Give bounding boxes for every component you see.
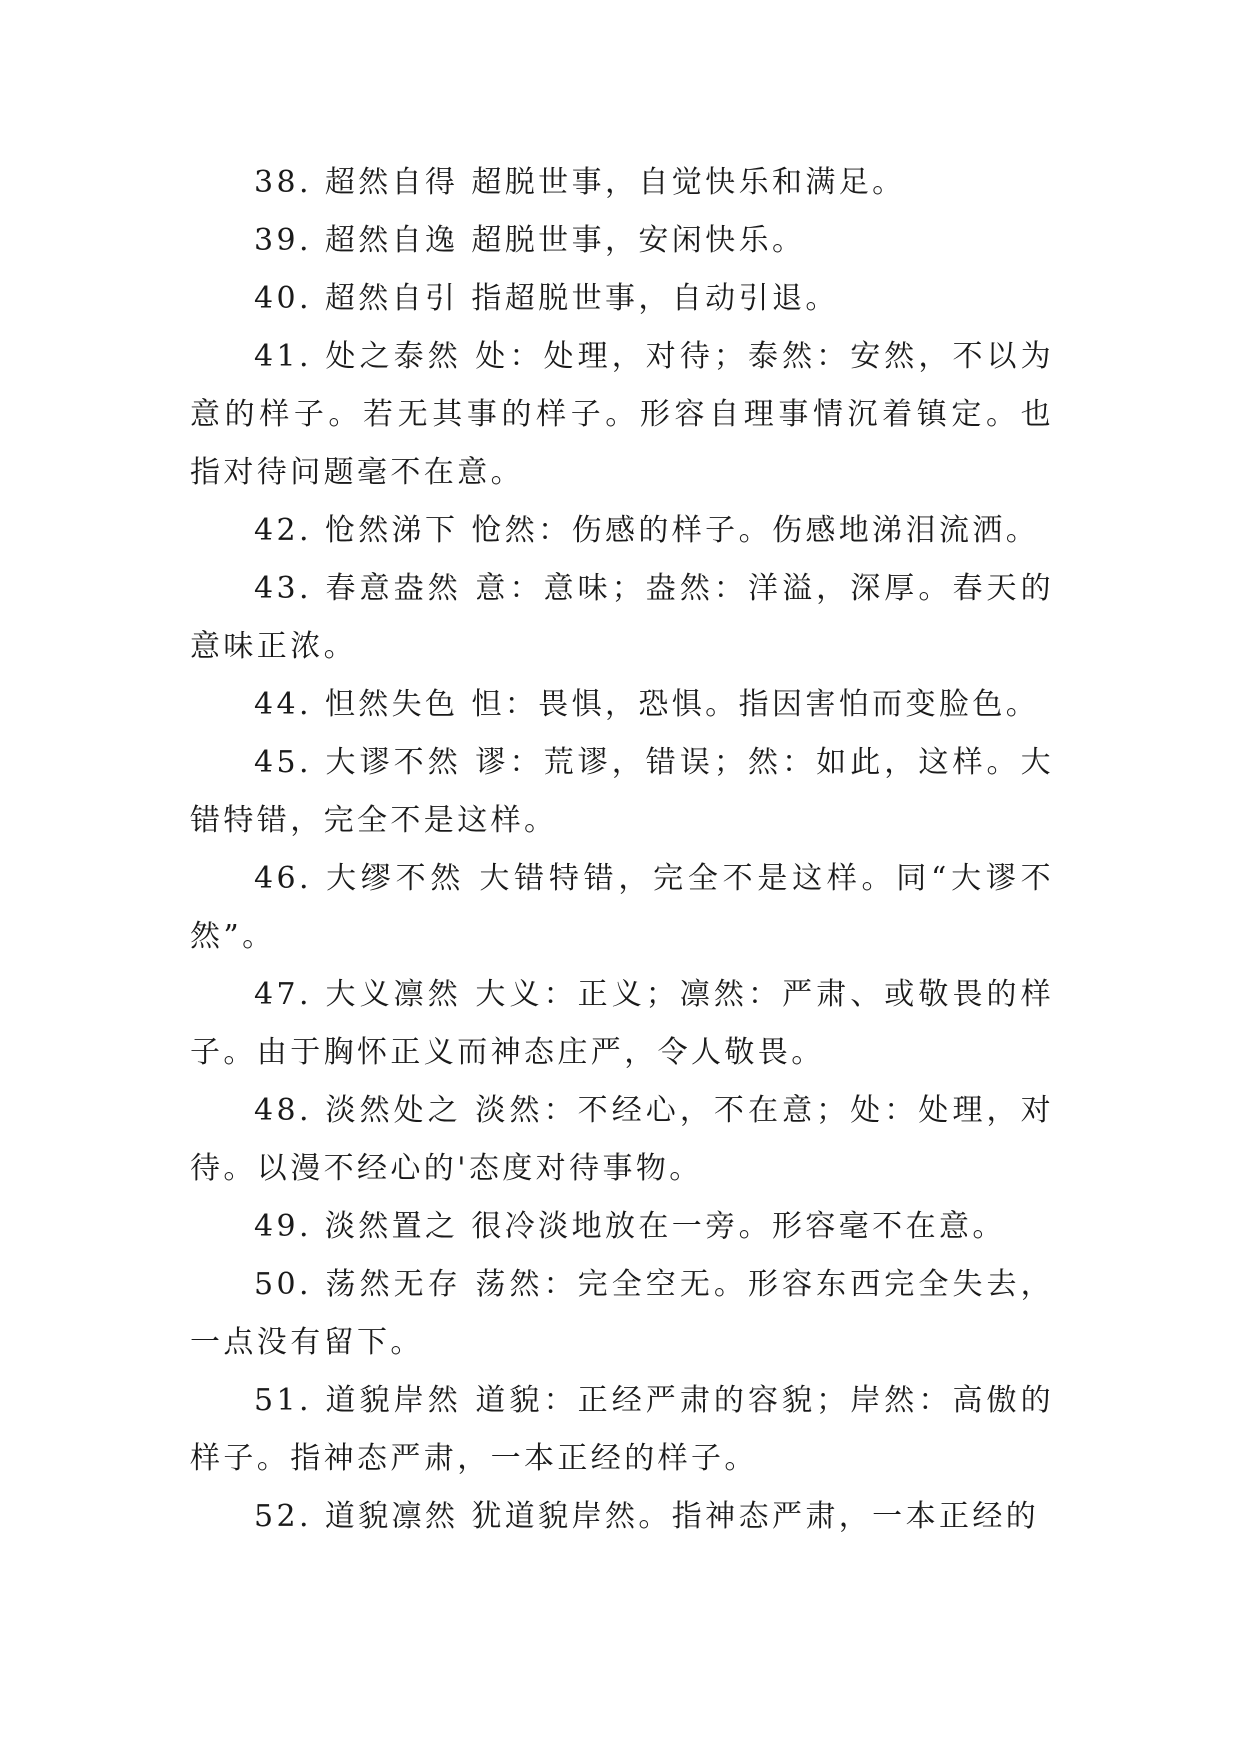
entry-48: 48. 淡然处之 淡然：不经心，不在意；处：处理，对待。以漫不经心的'态度对待事物。 (190, 1093, 1054, 1186)
document-page (190, 154, 1054, 1546)
entry-44: 44. 怛然失色 怛：畏惧，恐惧。指因害怕而变脸色。 (254, 687, 1040, 722)
entry-43: 43. 春意盎然 意：意味；盎然：洋溢，深厚。春天的意味正浓。 (190, 571, 1054, 664)
entry-45: 45. 大谬不然 谬：荒谬，错误；然：如此，这样。大错特错，完全不是这样。 (190, 745, 1054, 838)
entry-51: 51. 道貌岸然 道貌：正经严肃的容貌；岸然：高傲的样子。指神态严肃，一本正经的样子。 (190, 1383, 1054, 1476)
entry-47: 47. 大义凛然 大义：正义；凛然：严肃、或敬畏的样子。由于胸怀正义而神态庄严，令人敬畏。 (190, 977, 1054, 1070)
entry-50: 50. 荡然无存 荡然：完全空无。形容东西完全失去，一点没有留下。 (190, 1267, 1054, 1360)
entry-41: 41. 处之泰然 处：处理，对待；泰然：安然，不以为意的样子。若无其事的样子。形容自理事情沉着镇定。也指对待问题毫不在意。 (190, 339, 1054, 490)
entry-38: 38. 超然自得 超脱世事，自觉快乐和满足。 (254, 165, 906, 200)
entry-46: 46. 大缪不然 大错特错，完全不是这样。同“大谬不然”。 (190, 861, 1054, 954)
entry-49: 49. 淡然置之 很冷淡地放在一旁。形容毫不在意。 (254, 1209, 1006, 1244)
entry-42: 42. 怆然涕下 怆然：伤感的样子。伤感地涕泪流洒。 (254, 513, 1040, 548)
entry-39: 39. 超然自逸 超脱世事，安闲快乐。 (254, 223, 806, 258)
entry-52: 52. 道貌凛然 犹道貌岸然。指神态严肃，一本正经的 (254, 1499, 1040, 1534)
entry-40: 40. 超然自引 指超脱世事，自动引退。 (254, 281, 839, 316)
